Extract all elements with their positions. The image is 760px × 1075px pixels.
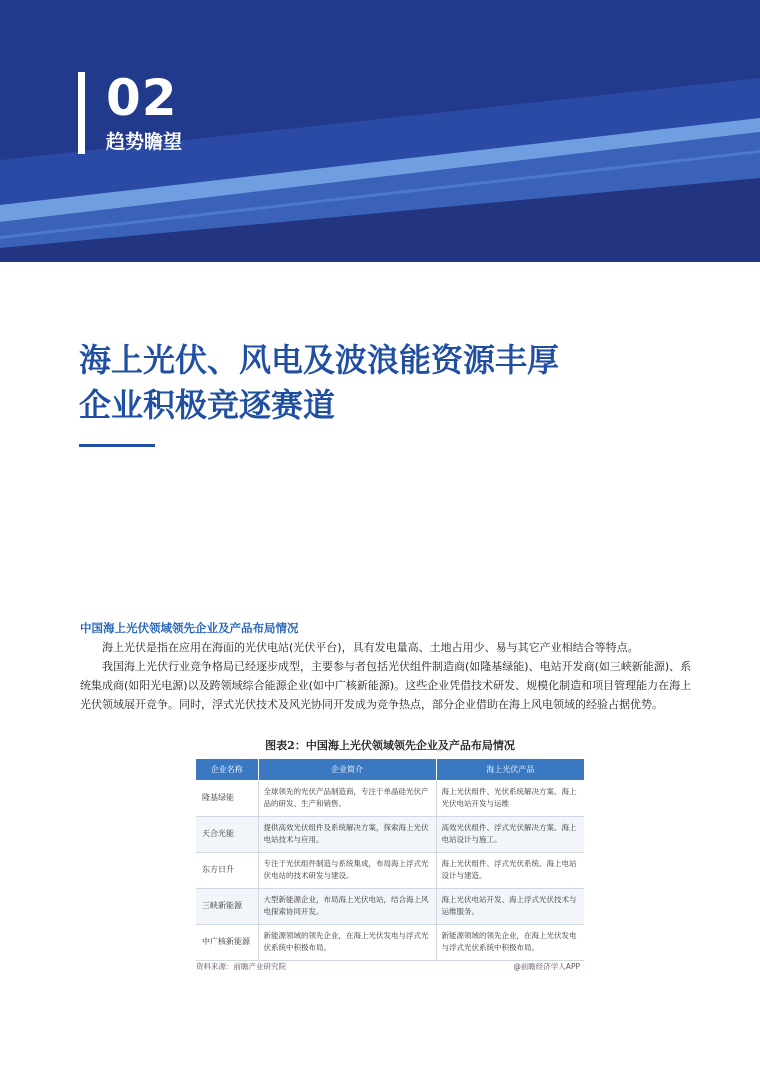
company-name: 中广核新能源	[196, 924, 258, 960]
table-header-row	[196, 759, 584, 780]
table-row	[196, 852, 584, 888]
company-intro: 大型新能源企业，布局海上光伏电站，结合海上风电探索协同开发。	[258, 888, 436, 924]
page-title-line2: 企业积极竞逐赛道	[79, 386, 336, 424]
company-product: 新能源领域的领先企业，在海上光伏发电与浮式光伏系统中积极布局。	[436, 924, 584, 960]
figure-title: 图表2：中国海上光伏领域领先企业及产品布局情况	[265, 739, 515, 752]
figure-watermark: @前瞻经济学人APP	[513, 962, 580, 971]
table-row	[196, 816, 584, 852]
body-text	[80, 638, 692, 714]
company-name: 天合光能	[196, 816, 258, 852]
company-intro: 提供高效光伏组件及系统解决方案，探索海上光伏电站技术与应用。	[258, 816, 436, 852]
company-product: 高效光伏组件、浮式光伏解决方案、海上电站设计与施工。	[436, 816, 584, 852]
company-intro: 新能源领域的领先企业，在海上光伏发电与浮式光伏系统中积极布局。	[258, 924, 436, 960]
company-table	[196, 759, 584, 961]
company-intro: 全球领先的光伏产品制造商，专注于单晶硅光伏产品的研发、生产和销售。	[258, 780, 436, 816]
table-row	[196, 888, 584, 924]
page-title	[79, 338, 679, 428]
company-name: 东方日升	[196, 852, 258, 888]
company-product: 海上光伏电站开发、海上浮式光伏技术与运维服务。	[436, 888, 584, 924]
table-row	[196, 924, 584, 960]
section-heading: 中国海上光伏领域领先企业及产品布局情况	[80, 621, 299, 635]
page-title-line1: 海上光伏、风电及波浪能资源丰厚	[79, 341, 560, 379]
company-intro: 专注于光伏组件制造与系统集成，布局海上浮式光伏电站的技术研发与建设。	[258, 852, 436, 888]
company-name: 三峡新能源	[196, 888, 258, 924]
column-header: 企业简介	[258, 759, 436, 780]
company-name: 隆基绿能	[196, 780, 258, 816]
chapter-title: 趋势瞻望	[106, 131, 183, 153]
header-banner	[0, 0, 760, 262]
figure-source: 资料来源：前瞻产业研究院	[196, 962, 286, 971]
paragraph: 海上光伏是指在应用在海面的光伏电站(光伏平台)，具有发电量高、土地占用少、易与其它产业相结合等特点。	[102, 641, 639, 654]
table-row	[196, 780, 584, 816]
figure-table	[192, 733, 588, 976]
chapter-bar	[78, 72, 85, 154]
column-header: 海上光伏产品	[436, 759, 584, 780]
chapter-number: 02	[106, 69, 178, 127]
company-product: 海上光伏组件、浮式光伏系统、海上电站设计与建造。	[436, 852, 584, 888]
title-underline	[79, 444, 155, 447]
paragraph: 我国海上光伏行业竞争格局已经逐步成型，主要参与者包括光伏组件制造商(如隆基绿能)、电站开发商(如三峡新能源)、系统集成商(如阳光电源)以及跨领域综合能源企业(如中广核新能源)。这些企业凭借技术研发、规模化制造和项目管理能力在海上光伏领域展开竞争。同时，浮式光伏技术及风光协同开发成为竞争热点，部分企业借助在海上风电领域的经验占据优势。	[80, 660, 692, 711]
company-product: 海上光伏组件、光伏系统解决方案、海上光伏电站开发与运维	[436, 780, 584, 816]
column-header: 企业名称	[196, 759, 258, 780]
